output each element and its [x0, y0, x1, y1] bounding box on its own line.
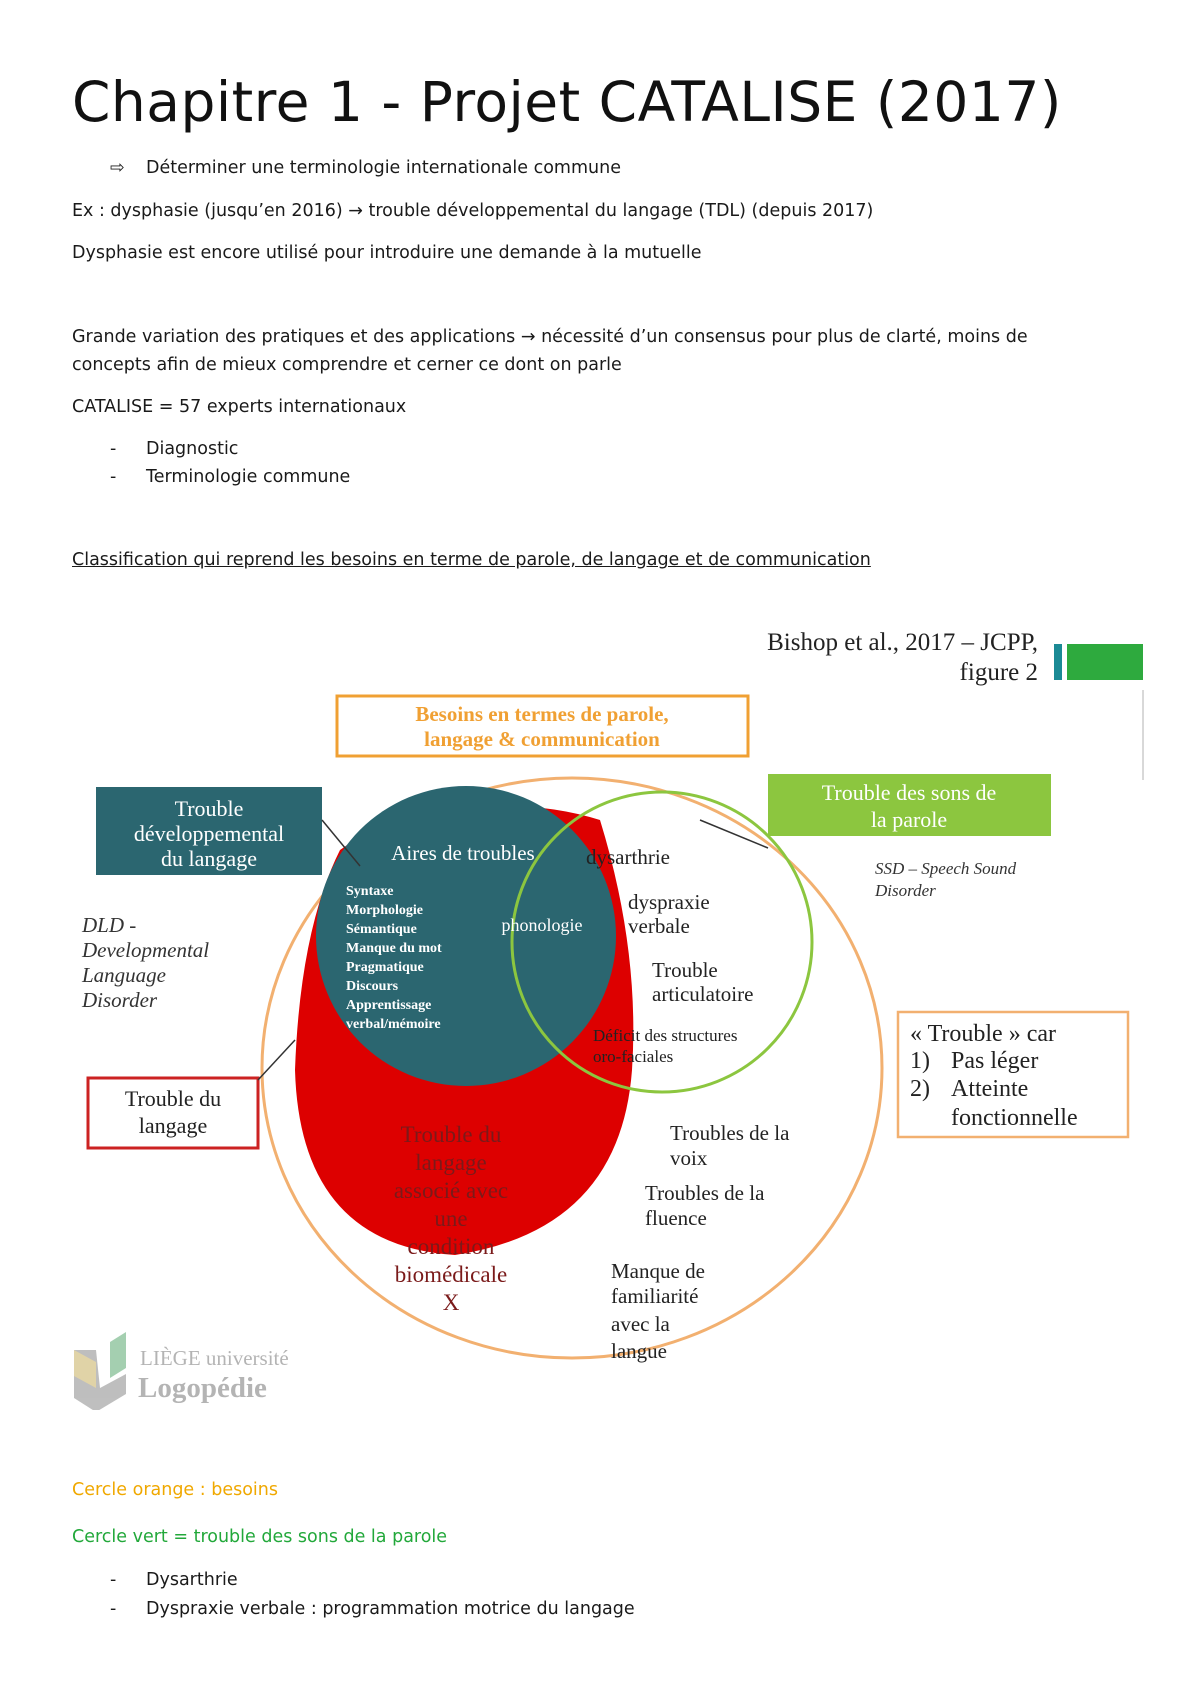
voix-line-2: voix: [670, 1146, 708, 1170]
articulatoire-line-1: Trouble: [652, 958, 718, 982]
manque-line-4: langue: [611, 1339, 667, 1363]
aires-item: Manque du mot: [346, 941, 442, 956]
logo-line-1: LIÈGE université: [140, 1346, 289, 1370]
aires-item: Apprentissage: [346, 998, 432, 1013]
box-line-5: Atteinte: [951, 1076, 1029, 1102]
box-line-4: 2): [910, 1076, 930, 1102]
fluence-line-2: fluence: [645, 1206, 707, 1230]
dld-line-4: Disorder: [82, 988, 158, 1012]
aires-item: Syntaxe: [346, 884, 394, 899]
aires-title: Aires de troubles: [391, 841, 535, 865]
manque-line-3: avec la: [611, 1312, 670, 1336]
dyspraxie-line-1: dyspraxie: [628, 890, 710, 914]
brand-bar-green: [1067, 644, 1143, 680]
besoins-line-2: langage & communication: [424, 727, 660, 751]
dyspraxie-line-2: verbale: [628, 914, 690, 938]
catalise-line: CATALISE = 57 experts internationaux: [72, 397, 407, 417]
voix-line-1: Troubles de la: [670, 1121, 790, 1145]
manque-line-1: Manque de: [611, 1259, 705, 1283]
arrow-item-text: Déterminer une terminologie internationale commune: [146, 158, 621, 178]
red-line-1: Trouble du: [400, 1122, 502, 1147]
tdl-line-1: Trouble: [174, 796, 244, 821]
list-item: - Diagnostic: [110, 439, 239, 459]
classification-heading: Classification qui reprend les besoins en terme de parole, de langage et de communication: [72, 550, 871, 570]
variation-line-2: concepts afin de mieux comprendre et cerner ce dont on parle: [72, 355, 622, 375]
catalise-figure: [0, 620, 1200, 1410]
fluence-line-1: Troubles de la: [645, 1181, 765, 1205]
trouble-langage-line-1: Trouble du: [124, 1086, 222, 1111]
dysphasie-line: Dysphasie est encore utilisé pour introduire une demande à la mutuelle: [72, 243, 702, 263]
cercle-orange-line: Cercle orange : besoins: [72, 1480, 278, 1500]
dysarthrie-label: dysarthrie: [586, 845, 670, 869]
arrow-list-item: [110, 158, 621, 178]
red-line-3: associé avec: [393, 1178, 509, 1203]
dld-line-2: Developmental: [82, 938, 210, 962]
citation-line-1: Bishop et al., 2017 – JCPP,: [767, 629, 1038, 656]
red-line-5: condition: [407, 1234, 495, 1259]
box-line-2: 1): [910, 1048, 930, 1074]
box-line-3: Pas léger: [951, 1048, 1039, 1074]
aires-item: Discours: [346, 979, 399, 994]
list-item: - Dyspraxie verbale : programmation motrice du langage: [110, 1599, 635, 1619]
variation-line-1: Grande variation des pratiques et des applications → nécessité d’un consensus pour plus de clarté, moins de: [72, 327, 1028, 347]
aires-item: Morphologie: [346, 903, 423, 918]
besoins-line-1: Besoins en termes de parole,: [415, 702, 669, 726]
tsp-line-2: la parole: [870, 807, 948, 832]
page-title: Chapitre 1 - Projet CATALISE (2017): [72, 70, 1062, 134]
logo-line-2: Logopédie: [138, 1372, 267, 1404]
box-line-1: « Trouble » car: [910, 1021, 1056, 1047]
dld-line-3: Language: [82, 963, 166, 987]
ssd-line-1: SSD – Speech Sound: [875, 859, 1017, 878]
red-line-2: langage: [415, 1150, 487, 1175]
deficit-line-1: Déficit des structures: [593, 1026, 738, 1045]
cercle-vert-line: Cercle vert = trouble des sons de la parole: [72, 1527, 448, 1547]
brand-bar-teal: [1054, 644, 1062, 680]
articulatoire-line-2: articulatoire: [652, 982, 754, 1006]
trouble-langage-line-2: langage: [138, 1113, 208, 1138]
example-line: Ex : dysphasie (jusqu’en 2016) → trouble développemental du langage (TDL) (depuis 2017): [72, 201, 874, 221]
deficit-line-2: oro-faciales: [593, 1047, 674, 1066]
list-item: - Dysarthrie: [110, 1570, 238, 1590]
arrow-right-icon: ⇨: [110, 158, 125, 178]
phonologie-label: phonologie: [501, 915, 583, 935]
uliege-logo: [74, 1332, 289, 1410]
tdl-line-3: du langage: [161, 846, 257, 871]
box-line-6: fonctionnelle: [951, 1105, 1078, 1131]
list-item: - Terminologie commune: [110, 467, 351, 487]
tsp-line-1: Trouble des sons de: [821, 780, 997, 805]
citation-line-2: figure 2: [959, 659, 1038, 686]
aires-item: verbal/mémoire: [346, 1017, 441, 1032]
red-line-4: une: [434, 1206, 468, 1231]
aires-item: Sémantique: [346, 922, 417, 937]
ssd-line-2: Disorder: [875, 881, 936, 900]
dld-line-1: DLD -: [82, 913, 137, 937]
red-line-6: biomédicale: [394, 1262, 508, 1287]
tdl-line-2: développemental: [133, 821, 285, 846]
aires-item: Pragmatique: [346, 960, 424, 975]
red-line-7: X: [442, 1290, 460, 1315]
manque-line-2: familiarité: [611, 1284, 699, 1308]
